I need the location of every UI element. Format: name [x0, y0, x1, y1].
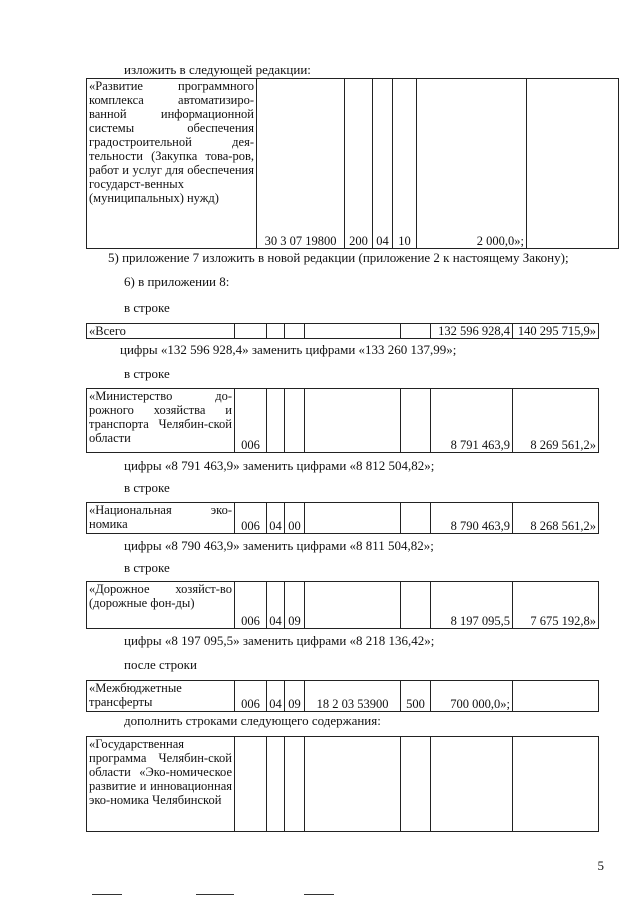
ministry-code: 006: [235, 389, 267, 453]
replace-text-2: цифры «8 791 463,9» заменить цифрами «8 812 504,82»;: [124, 458, 435, 473]
footer-rule-2: [196, 894, 234, 895]
nacekon-code: 006: [235, 503, 267, 534]
table1-code: 30 3 07 19800: [257, 79, 345, 249]
table1-rz: 04: [373, 79, 393, 249]
table-national-economy: [86, 502, 599, 534]
replace-text-3: цифры «8 790 463,9» заменить цифрами «8 811 504,82»;: [124, 538, 434, 553]
table1-empty: [527, 79, 619, 249]
table-ministry: [86, 388, 599, 453]
nacekon-sum2: 8 268 561,2»: [513, 503, 599, 534]
table1-name: «Развитие программного комплекса автоматизиро-ванной информационной системы обеспечения градостроительной дея-тельности (Закупка това-ров, работ и услуг для обеспечения государст-венных (муниципальных) нужд): [87, 79, 257, 249]
footer-rule-3: [304, 894, 334, 895]
ministry-name: «Министерство до-рожного хозяйства и транспорта Челябин-ской области: [87, 389, 235, 453]
table-vsego: [86, 323, 599, 339]
intro-text: изложить в следующей редакции:: [124, 62, 311, 77]
interbudget-sum: 700 000,0»;: [431, 681, 513, 712]
road-name: «Дорожное хозяйст-во (дорожные фон-ды): [87, 582, 235, 629]
road-sum2: 7 675 192,8»: [513, 582, 599, 629]
interbudget-pr: 09: [285, 681, 305, 712]
table-road: [86, 581, 599, 629]
v-stroke-label-2: в строке: [124, 366, 170, 381]
interbudget-vr: 500: [401, 681, 431, 712]
nacekon-name: «Национальная эко-номика: [87, 503, 235, 534]
road-sum1: 8 197 095,5: [431, 582, 513, 629]
road-pr: 09: [285, 582, 305, 629]
replace-text-1: цифры «132 596 928,4» заменить цифрами «133 260 137,99»;: [120, 342, 457, 357]
v-stroke-label-3: в строке: [124, 480, 170, 495]
interbudget-code: 006: [235, 681, 267, 712]
para-6: 6) в приложении 8:: [124, 274, 230, 289]
nacekon-rz: 04: [267, 503, 285, 534]
road-code: 006: [235, 582, 267, 629]
vsego-sum2: 140 295 715,9»: [513, 324, 599, 339]
road-rz: 04: [267, 582, 285, 629]
table-interbudget: [86, 680, 599, 712]
gosprog-name: «Государственная программа Челябин-ской области «Эко-номическое развитие и инновационная эко-номика Челябинской: [87, 737, 235, 832]
interbudget-rz: 04: [267, 681, 285, 712]
interbudget-name: «Межбюджетные трансферты: [87, 681, 235, 712]
v-stroke-label-1: в строке: [124, 300, 170, 315]
ministry-sum2: 8 269 561,2»: [513, 389, 599, 453]
nacekon-pr: 00: [285, 503, 305, 534]
v-stroke-label-4: в строке: [124, 560, 170, 575]
ministry-sum1: 8 791 463,9: [431, 389, 513, 453]
table1-pr: 10: [393, 79, 417, 249]
table-1: [86, 78, 619, 249]
dopolnit-text: дополнить строками следующего содержания:: [124, 713, 381, 728]
para-5: 5) приложение 7 изложить в новой редакции (приложение 2 к настоящему Закону);: [108, 250, 569, 265]
replace-text-4: цифры «8 197 095,5» заменить цифрами «8 218 136,42»;: [124, 633, 435, 648]
table-gosprogramma: [86, 736, 599, 832]
footer-rule-1: [92, 894, 122, 895]
vsego-sum1: 132 596 928,4: [431, 324, 513, 339]
page-number: 5: [597, 858, 604, 873]
posle-label: после строки: [124, 657, 197, 672]
interbudget-cs: 18 2 03 53900: [305, 681, 401, 712]
table1-vr: 200: [345, 79, 373, 249]
vsego-name: «Всего: [87, 324, 235, 339]
table1-sum: 2 000,0»;: [417, 79, 527, 249]
nacekon-sum1: 8 790 463,9: [431, 503, 513, 534]
